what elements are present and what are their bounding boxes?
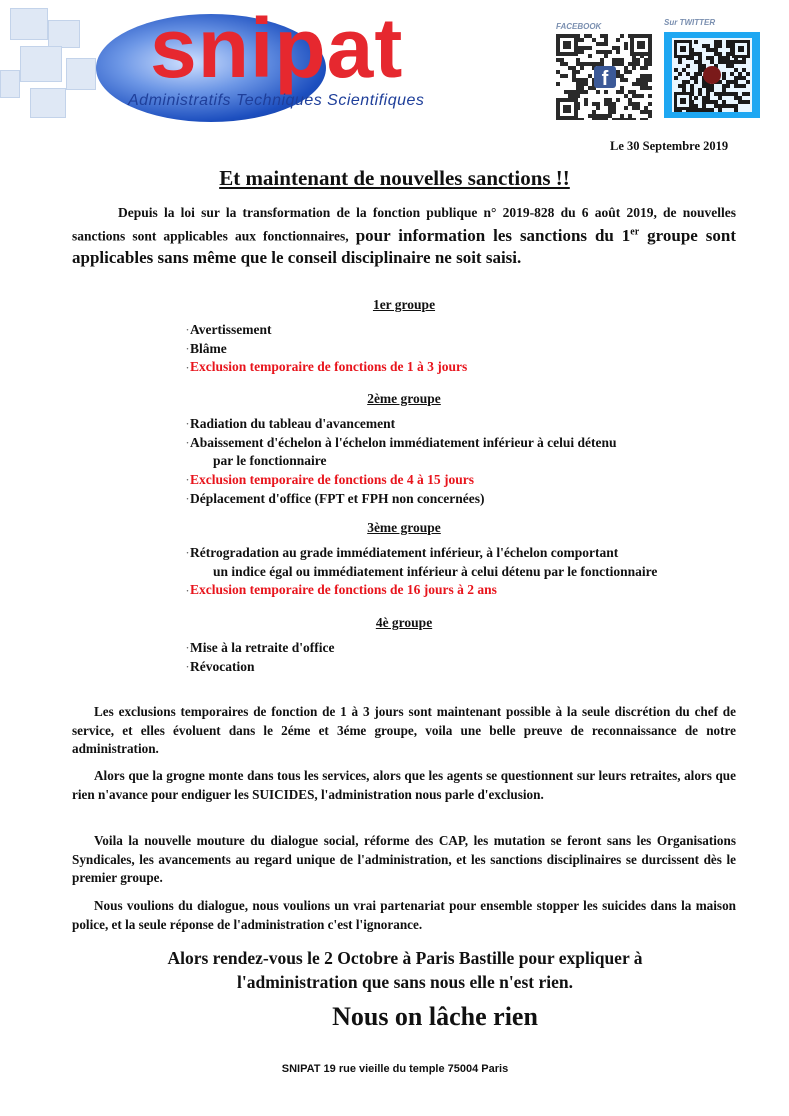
twitter-label: Sur TWITTER (664, 18, 716, 27)
intro-part1: Depuis la loi sur la transformation de la fonction publique n° 2019-828 du 6 août 2019, de nouvelles sanctions sont applicables aux fonctionnaires, (72, 205, 736, 244)
facebook-label: FACEBOOK (556, 22, 602, 31)
list-item: par le fonctionnaire (213, 453, 327, 469)
group-3-heading: 3ème groupe (367, 520, 441, 535)
decor-square (0, 70, 20, 98)
group-2-list (186, 415, 616, 509)
call-line-1: Alors rendez-vous le 2 Octobre à Paris Bastille pour expliquer à (167, 948, 643, 968)
group-4-list (186, 639, 334, 676)
twitter-qr-icon[interactable] (664, 32, 760, 118)
intro-part2b: groupe sont applicables sans même que le conseil disciplinaire ne soit saisi. (72, 225, 736, 267)
group-2-heading: 2ème groupe (367, 391, 441, 406)
body-paragraph: Alors que la grogne monte dans tous les services, alors que les agents se questionnent sur leurs retraites, alors que rien n'avance pour endiguer les SUICIDES, l'administration nous parle d'exclusion. (72, 768, 736, 802)
call-line-2: l'administration que sans nous elle n'est rien. (237, 972, 573, 992)
call-to-action (60, 946, 750, 994)
group-1-list (186, 321, 467, 377)
logo-subtitle: Administratifs Techniques Scientifiques (128, 92, 425, 109)
list-item: · Révocation (186, 658, 334, 677)
group-3-list (186, 544, 657, 600)
header (0, 0, 789, 135)
list-item: · Rétrogradation au grade immédiatement inférieur, à l'échelon comportant (186, 544, 657, 563)
decor-square (20, 46, 62, 82)
list-item: · Exclusion temporaire de fonctions de 16 jours à 2 ans (186, 581, 657, 600)
svg-text:f: f (601, 68, 609, 90)
list-item: · Exclusion temporaire de fonctions de 1 à 3 jours (186, 358, 467, 377)
decor-square (48, 20, 80, 48)
list-item: · Radiation du tableau d'avancement (186, 415, 616, 434)
list-item: · Déplacement d'office (FPT et FPH non concernées) (186, 490, 616, 509)
intro-paragraph (72, 204, 736, 269)
list-item: · Avertissement (186, 321, 467, 340)
group-1-heading: 1er groupe (372, 297, 436, 312)
decor-square (30, 88, 66, 118)
page-title: Et maintenant de nouvelles sanctions !! (219, 166, 570, 190)
logo (0, 0, 540, 130)
intro-part2a: pour information les sanctions du 1 (355, 225, 631, 245)
list-item: · Abaissement d'échelon à l'échelon immédiatement inférieur à celui détenu (186, 434, 616, 453)
document-date: Le 30 Septembre 2019 (610, 139, 729, 153)
motto: Nous on lâche rien (332, 1002, 538, 1031)
footer-address: SNIPAT 19 rue vieille du temple 75004 Paris (281, 1063, 509, 1075)
facebook-qr-icon[interactable] (556, 34, 652, 120)
list-item: · Mise à la retraite d'office (186, 639, 334, 658)
decor-square (10, 8, 48, 40)
body-paragraph: Les exclusions temporaires de fonction de 1 à 3 jours sont maintenant possible à la seule discrétion du chef de service, et elles évoluent dans le 2éme et 3éme groupe, voila une belle preuve de reconnaissance de notre administration. (72, 704, 736, 756)
body-paragraph: Voila la nouvelle mouture du dialogue social, réforme des CAP, les mutation se feront sans les Organisations Syndicales, les avancements au regard unique de l'administration, et les sanctions disciplinaires se durcissent dès le premier groupe. (72, 833, 736, 885)
body-paragraph: Nous voulions du dialogue, nous voulions un vrai partenariat pour ensemble stopper les suicides dans la maison police, et la seule réponse de l'administration c'est l'ignorance. (72, 898, 736, 932)
list-item: un indice égal ou immédiatement inférieur à celui détenu par le fonctionnaire (213, 563, 658, 579)
intro-sup: er (630, 226, 640, 237)
group-4-heading: 4è groupe (375, 615, 433, 630)
decor-square (66, 58, 96, 90)
list-item: · Exclusion temporaire de fonctions de 4 à 15 jours (186, 471, 616, 490)
logo-wordmark: snipat (150, 1, 404, 95)
list-item: · Blâme (186, 340, 467, 359)
